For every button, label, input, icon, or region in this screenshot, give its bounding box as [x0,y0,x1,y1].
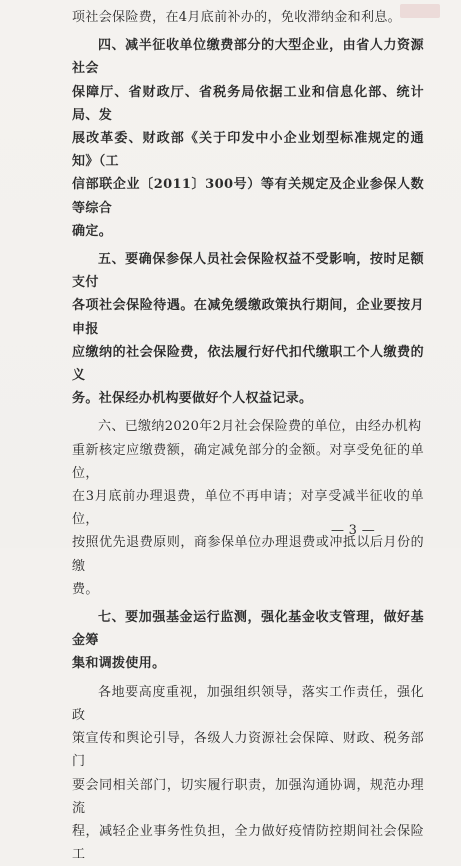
paragraph-3 [72,248,424,410]
paragraph-3-line-1: 五、要确保参保人员社会保险权益不受影响，按时足额支付 [72,252,424,291]
paragraph-1-line-1: 项社会保险费，在4月底前补办的，免收滞纳金和利息。 [72,10,402,25]
paragraph-6-line-4: 程，减轻企业事务性负担，全力做好疫情防控期间社会保险工 [72,823,424,863]
paragraph-2-line-2: 保障厅、省财政厅、省税务局依据工业和信息化部、统计局、发 [72,84,424,123]
paragraph-4-line-3: 在3月底前办理退费，单位不再申请；对享受减半征收的单位， [72,489,424,528]
paragraph-4-line-2: 重新核定应缴费额，确定减免部分的金额。对享受免征的单位， [72,442,424,481]
paragraph-6 [72,681,424,866]
paragraph-4-line-4: 按照优先退费原则，商参保单位办理退费或冲抵以后月份的缴 [72,535,424,574]
paragraph-4 [72,415,424,601]
paragraph-2-line-4: 信部联企业〔2011〕300号）等有关规定及企业参保人数等综合 [72,177,424,216]
paragraph-6-line-1: 各地要高度重视，加强组织领导，落实工作责任，强化政 [72,684,424,723]
paragraph-3-line-2: 各项社会保险待遇。在减免缓缴政策执行期间，企业要按月申报 [72,298,424,337]
document-body [72,6,424,866]
paragraph-5 [72,606,424,676]
paragraph-3-line-4: 务。社保经办机构要做好个人权益记录。 [72,391,313,407]
paragraph-6-line-3: 要会同相关部门，切实履行职责，加强沟通协调，规范办理流 [72,777,424,816]
paragraph-6-line-2: 策宣传和舆论引导，各级人力资源社会保障、财政、税务部门 [72,731,424,770]
paragraph-4-line-5: 费。 [72,581,99,597]
paragraph-5-line-1: 七、要加强基金运行监测，强化基金收支管理，做好基金筹 [72,610,424,649]
paragraph-2-line-1: 四、减半征收单位缴费部分的大型企业，由省人力资源社会 [72,38,424,77]
paragraph-1 [72,6,424,29]
paragraph-2-line-5: 确定。 [72,223,113,239]
paragraph-2 [72,34,424,243]
paragraph-2-line-3: 展改革委、财政部《关于印发中小企业划型标准规定的通知》（工 [72,131,424,170]
paragraph-4-line-1: 六、已缴纳2020年2月社会保险费的单位，由经办机构 [98,419,422,435]
page-number: — 3 — [330,523,375,538]
paragraph-5-line-2: 集和调拨使用。 [72,656,166,672]
paragraph-3-line-3: 应缴纳的社会保险费，依法履行好代扣代缴职工个人缴费的义 [72,344,424,384]
